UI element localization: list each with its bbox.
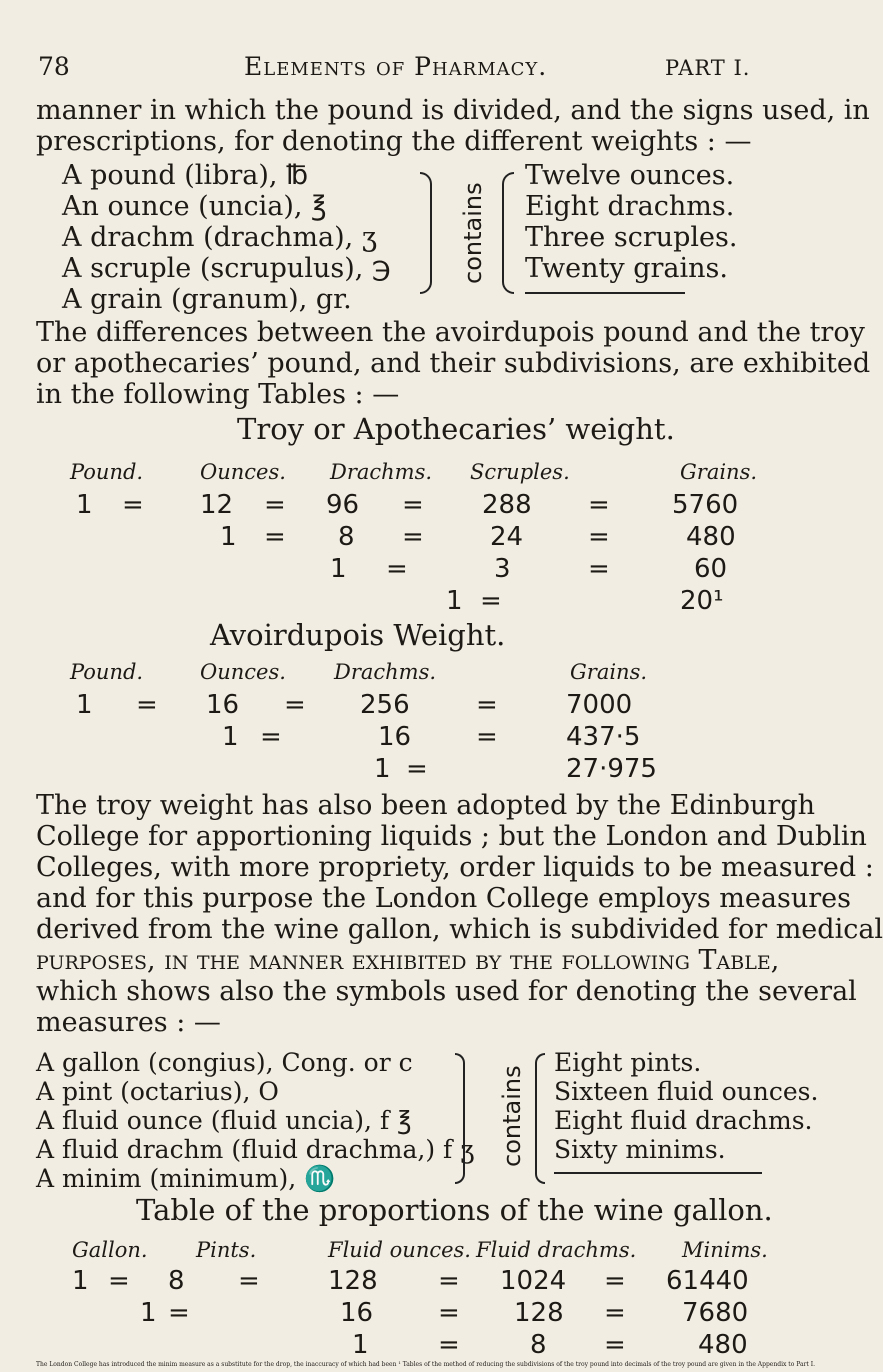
- equivalent-item: Twelve ounces.: [525, 160, 735, 191]
- footnote-line: ¹ Tables of the method of reducing the subdivisions of the troy pound into: [398, 1361, 625, 1368]
- table-cell: 16: [206, 690, 240, 720]
- minim-paragraph-line: a substitute for the drop, the inaccuracy of which had been: [215, 1361, 399, 1368]
- unit-item: A scruple (scrupulus), ℈: [62, 253, 391, 284]
- column-header: Pound.: [70, 460, 144, 484]
- text-line: manner in which the pound is divided, and the signs used, in: [36, 95, 870, 126]
- column-header: Minims.: [682, 1238, 768, 1262]
- column-header: Gallon.: [72, 1238, 148, 1262]
- table-cell: 1: [220, 522, 237, 552]
- table-cell: 437·5: [566, 722, 641, 752]
- table-cell: 12: [200, 490, 234, 520]
- differences-paragraph: [36, 317, 871, 410]
- table-cell: 1: [222, 722, 239, 752]
- table-cell: 27·975: [566, 754, 657, 784]
- table-cell: 7000: [566, 690, 633, 720]
- column-header: Ounces.: [200, 660, 286, 684]
- contains-label: contains: [459, 182, 487, 284]
- table-cell: 480: [698, 1330, 748, 1360]
- table-cell: =: [604, 1298, 626, 1328]
- text-line: The troy weight has also been adopted by the Edinburgh: [36, 790, 816, 821]
- page-bottom-text: [36, 1361, 816, 1372]
- column-header: Drachms.: [330, 460, 433, 484]
- text-line: measures : —: [36, 1007, 221, 1038]
- table-cell: =: [284, 690, 306, 720]
- apothecary-unit-list: [62, 160, 391, 315]
- column-header: Drachms.: [334, 660, 437, 684]
- table-cell: 8: [338, 522, 355, 552]
- table-cell: 20¹: [680, 586, 724, 616]
- text-line: The differences between the avoirdupois pound and the troy: [36, 317, 865, 348]
- table-cell: 5760: [672, 490, 739, 520]
- table-cell: =: [476, 690, 498, 720]
- table-cell: =: [588, 522, 610, 552]
- table-cell: =: [238, 1266, 260, 1296]
- text-line: or apothecaries’ pound, and their subdivisions, are exhibited: [36, 348, 871, 379]
- running-title: Elements of Pharmacy.: [244, 52, 548, 81]
- divider-rule: [525, 292, 685, 294]
- text-line: College for apportioning liquids ; but the London and Dublin: [36, 821, 867, 852]
- fluid-unit-list: [36, 1048, 474, 1193]
- right-brace: [455, 1053, 465, 1184]
- table-cell: 1: [352, 1330, 369, 1360]
- column-header: Fluid ounces.: [328, 1238, 471, 1262]
- contains-label: contains: [498, 1065, 526, 1167]
- column-header: Grains.: [570, 660, 648, 684]
- equivalent-item: Eight drachms.: [525, 191, 735, 222]
- table-cell: 60: [694, 554, 728, 584]
- table-cell: 8: [530, 1330, 547, 1360]
- table-cell: =: [136, 690, 158, 720]
- equivalent-item: Sixty minims.: [554, 1135, 726, 1164]
- apothecary-equivalents: [525, 160, 737, 284]
- gallon-table-title: Table of the proportions of the wine gallon.: [136, 1193, 773, 1227]
- page-number: 78: [38, 52, 70, 81]
- table-cell: =: [476, 722, 498, 752]
- text-line: derived from the wine gallon, which is subdivided for medical: [36, 914, 883, 945]
- unit-item: A grain (granum), gr.: [62, 284, 352, 315]
- table-cell: =: [480, 586, 502, 616]
- equivalent-item: Eight pints.: [554, 1048, 702, 1077]
- footnote-line: decimals of the troy pound are given in the Appendix to Part I.: [624, 1361, 816, 1368]
- table-cell: =: [264, 522, 286, 552]
- text-line: and for this purpose the London College employs measures: [36, 883, 851, 914]
- unit-item: A pound (libra), ℔: [62, 160, 309, 191]
- minim-paragraph-line: The London College has introduced the minim measure as: [36, 1361, 216, 1368]
- column-header: Pound.: [70, 660, 144, 684]
- table-cell: 1: [446, 586, 463, 616]
- table-cell: =: [402, 522, 424, 552]
- table-cell: 96: [326, 490, 360, 520]
- table-cell: =: [604, 1330, 626, 1360]
- unit-item: A fluid ounce (fluid uncia), f ℥: [36, 1106, 412, 1135]
- unit-item: A drachm (drachma), ʒ: [62, 222, 378, 253]
- table-cell: 1: [140, 1298, 157, 1328]
- table-cell: 480: [686, 522, 736, 552]
- table-cell: 1: [330, 554, 347, 584]
- unit-item: A pint (octarius), O: [36, 1077, 279, 1106]
- table-cell: 1: [374, 754, 391, 784]
- table-cell: 61440: [666, 1266, 749, 1296]
- left-brace: [502, 172, 514, 294]
- table-cell: =: [406, 754, 428, 784]
- unit-item: A minim (minimum), ♏: [36, 1164, 336, 1193]
- table-cell: 128: [514, 1298, 564, 1328]
- part-label: PART I.: [665, 56, 751, 80]
- table-cell: 1: [72, 1266, 89, 1296]
- column-header: Pints.: [196, 1238, 257, 1262]
- text-line: Colleges, with more propriety, order liquids to be measured :: [36, 852, 874, 883]
- table-cell: 1: [76, 690, 93, 720]
- unit-item: An ounce (uncia), ℥: [62, 191, 327, 222]
- table-cell: 16: [340, 1298, 374, 1328]
- text-line: which shows also the symbols used for denoting the several: [36, 976, 857, 1007]
- table-cell: =: [264, 490, 286, 520]
- table-cell: 1: [76, 490, 93, 520]
- intro-paragraph: [36, 95, 870, 157]
- table-cell: =: [604, 1266, 626, 1296]
- column-header: Fluid drachms.: [476, 1238, 637, 1262]
- table-cell: =: [588, 554, 610, 584]
- table-cell: =: [108, 1266, 130, 1296]
- table-cell: =: [122, 490, 144, 520]
- troy-table-title: Troy or Apothecaries’ weight.: [237, 412, 675, 446]
- table-cell: =: [168, 1298, 190, 1328]
- equivalent-item: Eight fluid drachms.: [554, 1106, 813, 1135]
- column-header: Ounces.: [200, 460, 286, 484]
- text-line: in the following Tables : —: [36, 379, 400, 410]
- table-cell: 1024: [500, 1266, 567, 1296]
- fluid-equivalents: [554, 1048, 818, 1164]
- troy-liquids-paragraph: [36, 790, 883, 1038]
- table-cell: =: [588, 490, 610, 520]
- table-cell: 3: [494, 554, 511, 584]
- text-line: purposes, in the manner exhibited by the following Table,: [36, 945, 780, 976]
- unit-item: A fluid drachm (fluid drachma,) f ʒ: [36, 1135, 475, 1164]
- column-header: Grains.: [680, 460, 758, 484]
- table-cell: 24: [490, 522, 524, 552]
- table-cell: =: [438, 1266, 460, 1296]
- equivalent-item: Sixteen fluid ounces.: [554, 1077, 819, 1106]
- table-cell: 16: [378, 722, 412, 752]
- right-brace: [420, 172, 432, 294]
- table-cell: 288: [482, 490, 532, 520]
- table-cell: 8: [168, 1266, 185, 1296]
- equivalent-item: Three scruples.: [525, 222, 738, 253]
- table-cell: 128: [328, 1266, 378, 1296]
- column-header: Scruples.: [470, 460, 570, 484]
- table-cell: =: [260, 722, 282, 752]
- unit-item: A gallon (congius), Cong. or c: [36, 1048, 413, 1077]
- text-line: prescriptions, for denoting the different weights : —: [36, 126, 752, 157]
- table-cell: =: [438, 1298, 460, 1328]
- table-cell: =: [386, 554, 408, 584]
- table-cell: =: [402, 490, 424, 520]
- equivalent-item: Twenty grains.: [525, 253, 728, 284]
- avoirdupois-table-title: Avoirdupois Weight.: [210, 618, 506, 652]
- table-cell: 256: [360, 690, 410, 720]
- left-brace: [535, 1053, 545, 1184]
- table-cell: =: [438, 1330, 460, 1360]
- table-cell: 7680: [682, 1298, 749, 1328]
- divider-rule: [554, 1172, 762, 1174]
